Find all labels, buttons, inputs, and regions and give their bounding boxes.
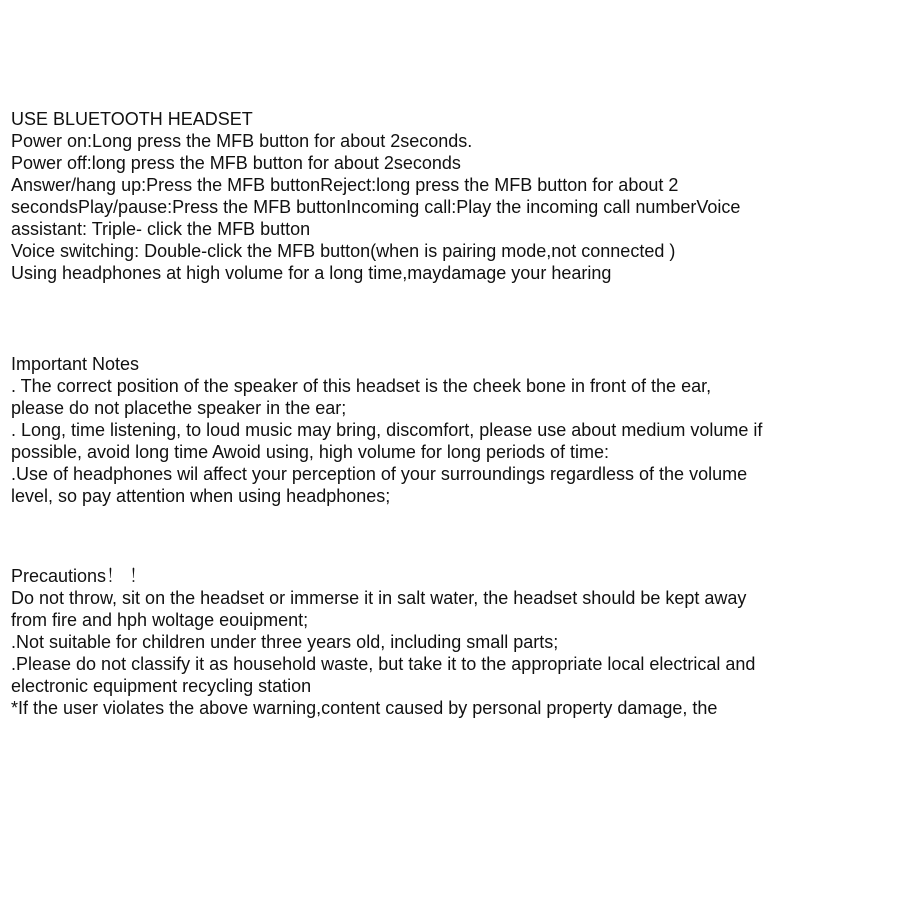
precautions-line: from fire and hph woltage eouipment; xyxy=(11,610,309,630)
notes-line: .Use of headphones wil affect your perception of your surroundings regardless of the volume xyxy=(11,464,748,484)
precautions-heading: Precautions！ ！ xyxy=(11,566,148,586)
important-notes-heading: Important Notes xyxy=(11,354,140,374)
usage-line: Using headphones at high volume for a long time,maydamage your hearing xyxy=(11,263,612,283)
precautions-line: *If the user violates the above warning,content caused by personal property damage, the xyxy=(11,698,718,718)
notes-line: possible, avoid long time Awoid using, high volume for long periods of time: xyxy=(11,442,610,462)
notes-line: . Long, time listening, to loud music may bring, discomfort, please use about medium volume if xyxy=(11,420,763,440)
usage-line: secondsPlay/pause:Press the MFB buttonIncoming call:Play the incoming call numberVoice xyxy=(11,197,741,217)
notes-line: . The correct position of the speaker of this headset is the cheek bone in front of the ear, xyxy=(11,376,712,396)
usage-line: Power off:long press the MFB button for about 2seconds xyxy=(11,153,461,173)
notes-line: level, so pay attention when using headphones; xyxy=(11,486,391,506)
precautions-line: electronic equipment recycling station xyxy=(11,676,312,696)
usage-line: Voice switching: Double-click the MFB button(when is pairing mode,not connected ) xyxy=(11,241,676,261)
precautions-line: Do not throw, sit on the headset or immerse it in salt water, the headset should be kept away xyxy=(11,588,747,608)
notes-line: please do not placethe speaker in the ear; xyxy=(11,398,347,418)
important-notes-section xyxy=(11,353,896,507)
usage-heading: USE BLUETOOTH HEADSET xyxy=(11,109,253,129)
usage-section xyxy=(11,108,896,284)
precautions-line: .Not suitable for children under three years old, including small parts; xyxy=(11,632,559,652)
precautions-section xyxy=(11,565,896,719)
usage-line: Answer/hang up:Press the MFB buttonReject:long press the MFB button for about 2 xyxy=(11,175,679,195)
usage-line: Power on:Long press the MFB button for about 2seconds. xyxy=(11,131,473,151)
usage-line: assistant: Triple- click the MFB button xyxy=(11,219,311,239)
precautions-line: .Please do not classify it as household waste, but take it to the appropriate local electrical and xyxy=(11,654,756,674)
